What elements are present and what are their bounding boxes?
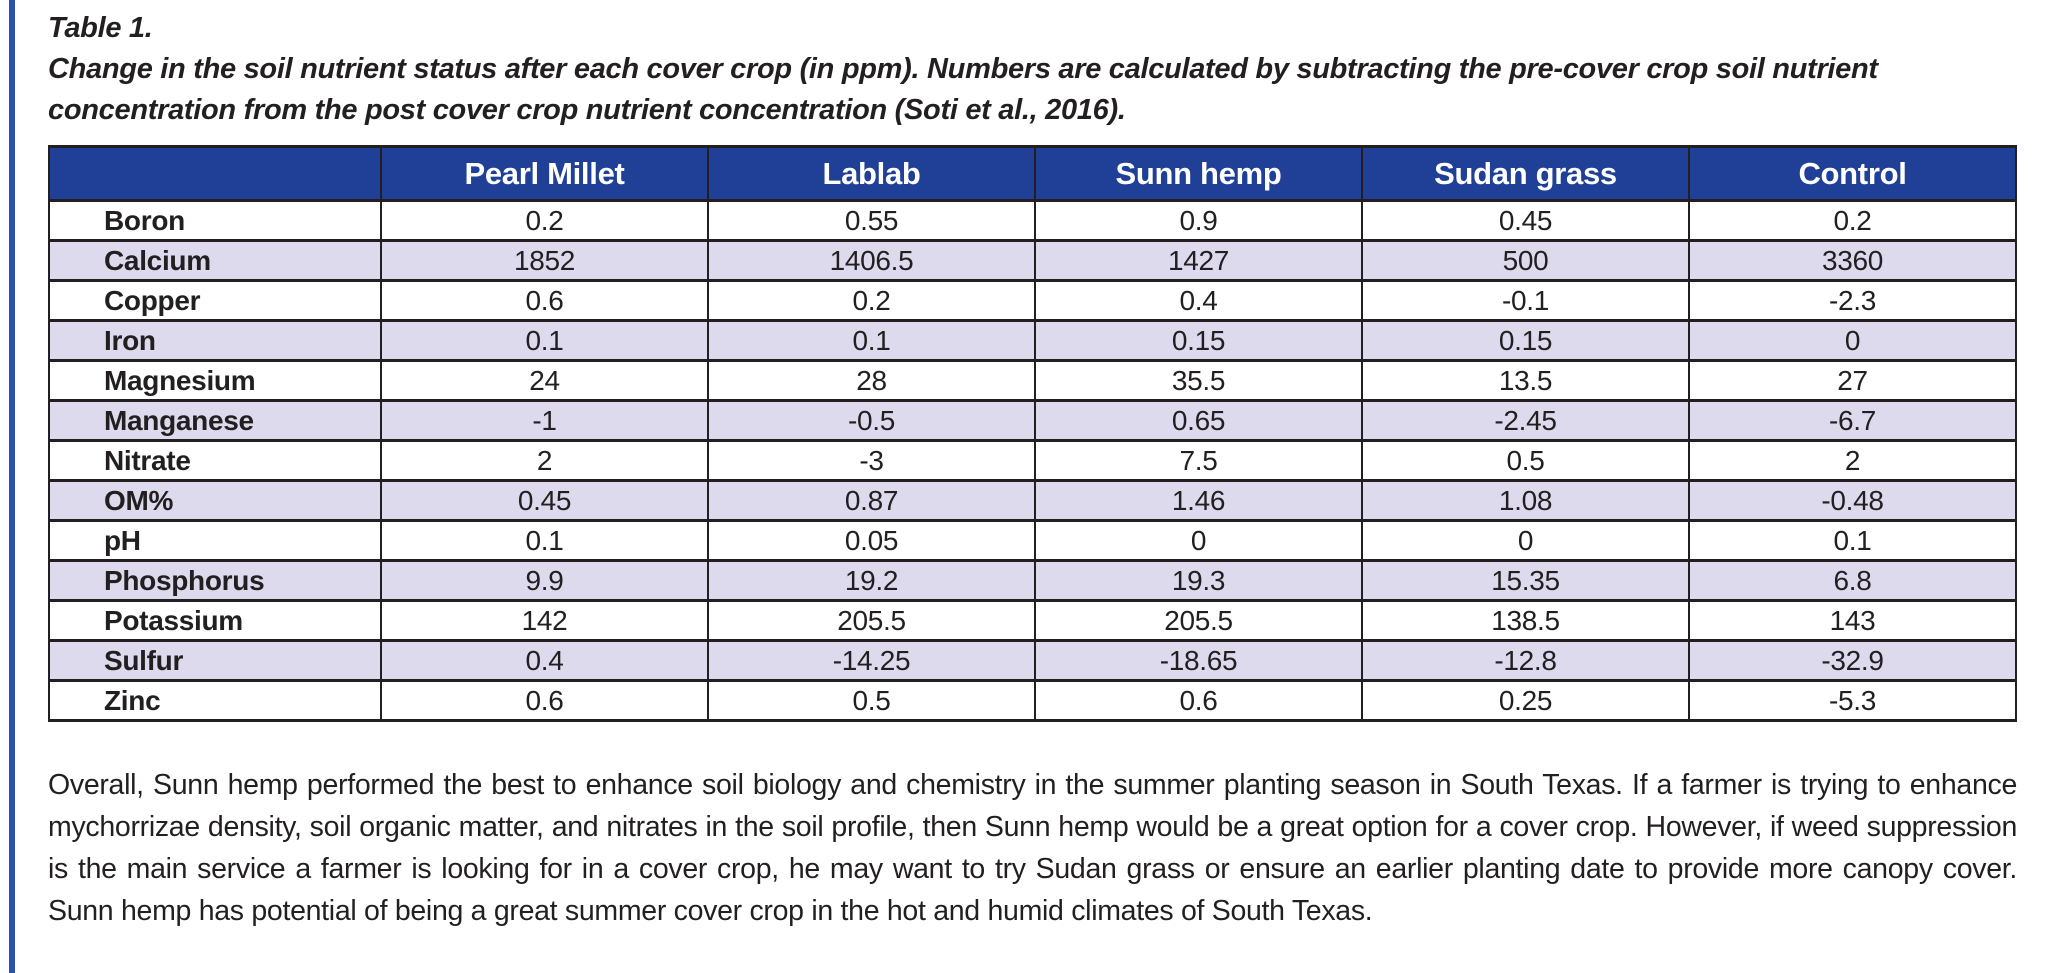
cell-value: 6.8 [1689,561,2016,601]
table-row [49,601,2016,641]
cell-value: 0.2 [708,281,1035,321]
cell-value: 0 [1362,521,1689,561]
column-header-pearl-millet: Pearl Millet [381,147,708,201]
cell-value: -1 [381,401,708,441]
row-label: Magnesium [49,361,381,401]
row-label: Calcium [49,241,381,281]
cell-value: -2.45 [1362,401,1689,441]
cell-value: 0.4 [381,641,708,681]
table-row [49,481,2016,521]
table-caption [48,8,2017,131]
content-area [48,0,2017,961]
cell-value: 2 [1689,441,2016,481]
row-label: Boron [49,201,381,241]
column-header-blank [49,147,381,201]
cell-value: 19.3 [1035,561,1362,601]
cell-value: 0.1 [381,521,708,561]
row-label: Zinc [49,681,381,721]
cell-value: 0.25 [1362,681,1689,721]
cell-value: -32.9 [1689,641,2016,681]
table-caption-label: Table 1. [48,12,153,44]
cell-value: 0.2 [381,201,708,241]
cell-value: 0.5 [708,681,1035,721]
table-row [49,321,2016,361]
cell-value: 1.08 [1362,481,1689,521]
table-row [49,561,2016,601]
cell-value: 0.55 [708,201,1035,241]
cell-value: 0.15 [1035,321,1362,361]
cell-value: 0 [1689,321,2016,361]
row-label: Sulfur [49,641,381,681]
cell-value: 15.35 [1362,561,1689,601]
cell-value: 0.2 [1689,201,2016,241]
cell-value: 0.45 [1362,201,1689,241]
cell-value: -12.8 [1362,641,1689,681]
cell-value: 0.1 [708,321,1035,361]
cell-value: 19.2 [708,561,1035,601]
cell-value: 1427 [1035,241,1362,281]
cell-value: 7.5 [1035,441,1362,481]
row-label: Phosphorus [49,561,381,601]
cell-value: -5.3 [1689,681,2016,721]
cell-value: 35.5 [1035,361,1362,401]
row-label: pH [49,521,381,561]
cell-value: -18.65 [1035,641,1362,681]
cell-value: 0.4 [1035,281,1362,321]
cell-value: 0.6 [1035,681,1362,721]
cell-value: -0.1 [1362,281,1689,321]
cell-value: 0.87 [708,481,1035,521]
cell-value: 9.9 [381,561,708,601]
cell-value: 500 [1362,241,1689,281]
cell-value: 138.5 [1362,601,1689,641]
cell-value: 1852 [381,241,708,281]
cell-value: 205.5 [1035,601,1362,641]
cell-value: 27 [1689,361,2016,401]
cell-value: 3360 [1689,241,2016,281]
column-header-sudan-grass: Sudan grass [1362,147,1689,201]
cell-value: -14.25 [708,641,1035,681]
row-label: Potassium [49,601,381,641]
column-header-sunn-hemp: Sunn hemp [1035,147,1362,201]
table-row [49,441,2016,481]
table-row [49,681,2016,721]
cell-value: 0.9 [1035,201,1362,241]
left-accent-bar [9,0,15,973]
cell-value: 24 [381,361,708,401]
cell-value: 0 [1035,521,1362,561]
row-label: Manganese [49,401,381,441]
cell-value: 28 [708,361,1035,401]
cell-value: 0.05 [708,521,1035,561]
cell-value: 0.1 [381,321,708,361]
cell-value: 0.65 [1035,401,1362,441]
cell-value: -2.3 [1689,281,2016,321]
row-label: Iron [49,321,381,361]
cell-value: 143 [1689,601,2016,641]
cell-value: 0.45 [381,481,708,521]
cell-value: 2 [381,441,708,481]
table-row [49,241,2016,281]
table-row [49,281,2016,321]
table-row [49,401,2016,441]
cell-value: 1406.5 [708,241,1035,281]
cell-value: 205.5 [708,601,1035,641]
column-header-control: Control [1689,147,2016,201]
cell-value: -6.7 [1689,401,2016,441]
row-label: Nitrate [49,441,381,481]
header-row [49,147,2016,201]
summary-paragraph: Overall, Sunn hemp performed the best to enhance soil biology and chemistry in the summer planting season in South Texas. If a farmer is trying to enhance mychorrizae density, soil organic matter, and nitrates in the soil profile, then Sunn hemp would be a great option for a cover crop. However, if weed suppression is the main service a farmer is looking for in a cover crop, he may want to try Sudan grass or ensure an earlier planting date to provide more canopy cover. Sunn hemp has potential of being a great summer cover crop in the hot and humid climates of South Texas. [48,769,2017,927]
table-row [49,641,2016,681]
row-label: OM% [49,481,381,521]
table-row [49,201,2016,241]
cell-value: 13.5 [1362,361,1689,401]
column-header-lablab: Lablab [708,147,1035,201]
cell-value: 0.6 [381,281,708,321]
cell-value: -0.5 [708,401,1035,441]
table-row [49,361,2016,401]
cell-value: 0.5 [1362,441,1689,481]
table-row [49,521,2016,561]
row-label: Copper [49,281,381,321]
cell-value: 0.6 [381,681,708,721]
cell-value: 1.46 [1035,481,1362,521]
cell-value: 142 [381,601,708,641]
cell-value: -3 [708,441,1035,481]
cell-value: 0.1 [1689,521,2016,561]
nutrient-change-table [48,145,2017,722]
table-caption-text: Change in the soil nutrient status after each cover crop (in ppm). Numbers are calculated by subtracting the pre-cover crop soil nutrient concentration from the post cover crop nutrient concentration (Soti et al., 2016). [48,53,1878,126]
cell-value: 0.15 [1362,321,1689,361]
cell-value: -0.48 [1689,481,2016,521]
